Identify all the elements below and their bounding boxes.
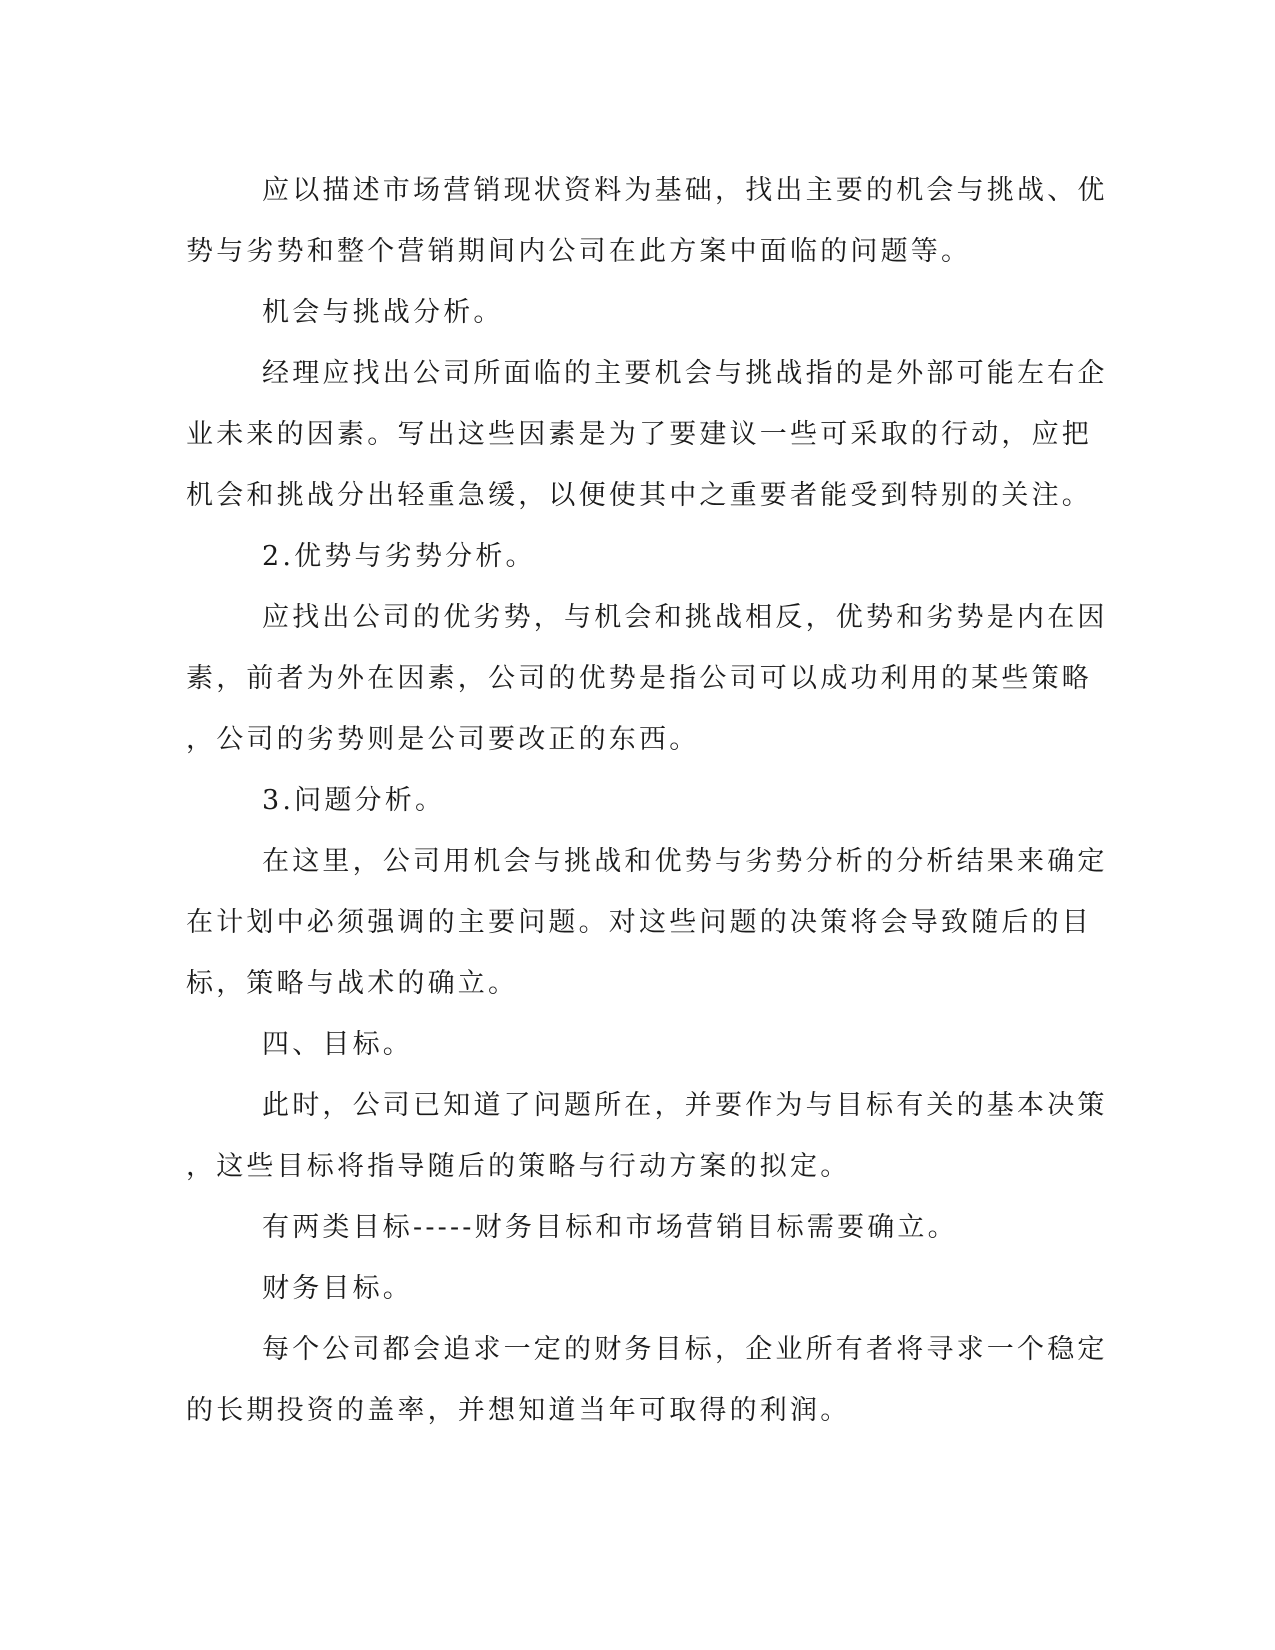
section-heading: 3.问题分析。 bbox=[262, 785, 446, 816]
text-line: 在这里，公司用机会与挑战和优势与劣势分析的分析结果来确定 bbox=[262, 846, 1108, 877]
text-line: ，这些目标将指导随后的策略与行动方案的拟定。 bbox=[186, 1151, 851, 1182]
section-heading: 财务目标。 bbox=[262, 1273, 413, 1304]
text-line: 机会和挑战分出轻重急缓，以便使其中之重要者能受到特别的关注。 bbox=[186, 480, 1092, 511]
section-heading: 机会与挑战分析。 bbox=[262, 297, 504, 328]
text-line: 每个公司都会追求一定的财务目标，企业所有者将寻求一个稳定 bbox=[262, 1334, 1108, 1365]
text-line: 素，前者为外在因素，公司的优势是指公司可以成功利用的某些策略 bbox=[186, 663, 1092, 694]
text-line: 在计划中必须强调的主要问题。对这些问题的决策将会导致随后的目 bbox=[186, 907, 1092, 938]
section-heading: 四、目标。 bbox=[262, 1029, 413, 1060]
text-line: 的长期投资的盖率，并想知道当年可取得的利润。 bbox=[186, 1395, 851, 1426]
document-body bbox=[186, 160, 1108, 1441]
text-line: ，公司的劣势则是公司要改正的东西。 bbox=[186, 724, 700, 755]
text-line: 应以描述市场营销现状资料为基础，找出主要的机会与挑战、优 bbox=[262, 175, 1108, 206]
section-heading: 2.优势与劣势分析。 bbox=[262, 541, 536, 572]
text-line: 有两类目标-----财务目标和市场营销目标需要确立。 bbox=[262, 1212, 958, 1243]
text-line: 经理应找出公司所面临的主要机会与挑战指的是外部可能左右企 bbox=[262, 358, 1108, 389]
text-line: 应找出公司的优劣势，与机会和挑战相反，优势和劣势是内在因 bbox=[262, 602, 1108, 633]
text-line: 标，策略与战术的确立。 bbox=[186, 968, 519, 999]
text-line: 此时，公司已知道了问题所在，并要作为与目标有关的基本决策 bbox=[262, 1090, 1108, 1121]
text-line: 业未来的因素。写出这些因素是为了要建议一些可采取的行动，应把 bbox=[186, 419, 1092, 450]
text-line: 势与劣势和整个营销期间内公司在此方案中面临的问题等。 bbox=[186, 236, 972, 267]
